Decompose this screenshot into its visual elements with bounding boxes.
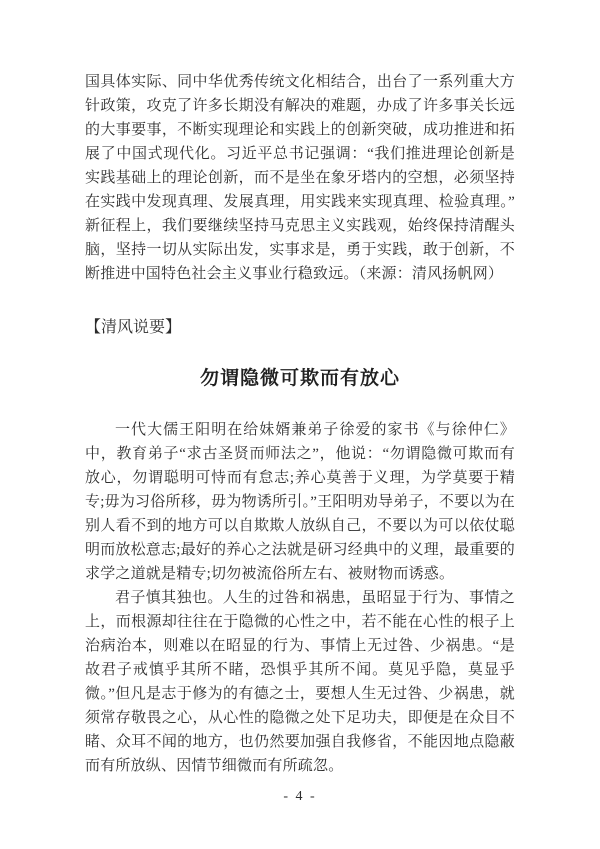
article-title: 勿谓隐微可欺而有放心: [199, 368, 400, 389]
page-number: - 4 -: [283, 789, 317, 804]
paragraph-junzi-shendu: 君子慎其独也。人生的过咎和祸患，虽昭显于行为、事情之上，而根源却往往在于隐微的心性之中，若不能在心性的根子上治病治本，则难以在昭显的行为、事情上无过咎、少祸患。“是故君子戒慎乎其所不睹，恐惧乎其所不闻。莫见乎隐，莫显乎微。”但凡是志于修为的有德之士，要想人生无过咎、少祸患，就须常存敬畏之心，从心性的隐微之处下足功夫，即便是在众目不睹、众耳不闻的地方，也仍然要加强自我修省，不能因地点隐蔽而有所放纵、因情节细微而有所疏忽。: [85, 590, 515, 774]
paragraph-wang-yangming: 一代大儒王阳明在给妹婿兼弟子徐爱的家书《与徐仲仁》中，教育弟子“求古圣贤而师法之”，他说：“勿谓隐微可欺而有放心，勿谓聪明可恃而有怠志;养心莫善于义理，为学莫要于精专;毋为习俗所移，毋为物诱所引。”王阳明劝导弟子，不要以为在别人看不到的地方可以自欺欺人放纵自己，不要以为可以依仗聪明而放松意志;最好的养心之法就是研习经典中的义理，最重要的求学之道就是精专;切勿被流俗所左右、被财物而诱惑。: [85, 422, 515, 582]
section-header: 【清风说要】: [85, 319, 182, 336]
paragraph-continuation: 国具体实际、同中华优秀传统文化相结合，出台了一系列重大方针政策，攻克了许多长期没有解决的难题，办成了许多事关长远的大事要事，不断实现理论和实践上的创新突破，成功推进和拓展了中国式现代化。习近平总书记强调：“我们推进理论创新是实践基础上的理论创新，而不是坐在象牙塔内的空想，必须坚持在实践中发现真理、发展真理，用实践来实现真理、检验真理。”新征程上，我们要继续坚持马克思主义实践观，始终保持清醒头脑，坚持一切从实际出发，实事求是，勇于实践，敢于创新，不断推进中国特色社会主义事业行稳致远。（来源：清风扬帆网）: [85, 74, 515, 282]
